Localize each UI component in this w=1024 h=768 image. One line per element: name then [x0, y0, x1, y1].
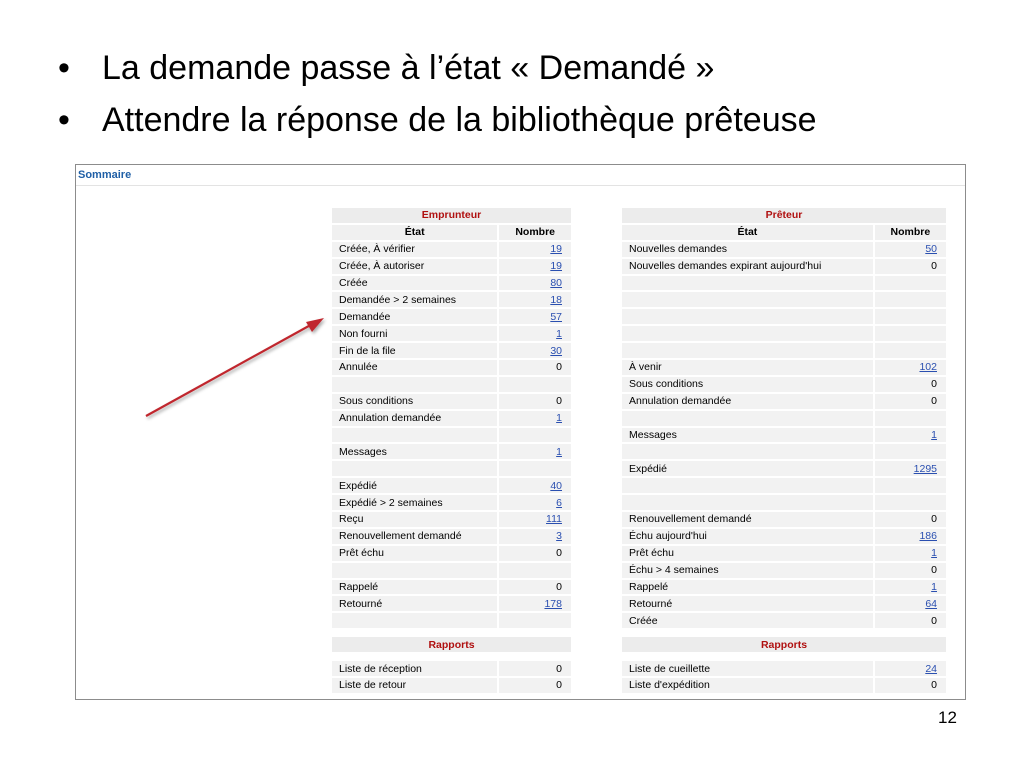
preteur-spacer-row — [622, 630, 946, 635]
count-cell — [499, 512, 571, 527]
emprunteur-rows-row — [332, 259, 571, 274]
count-link[interactable]: 18 — [550, 293, 562, 306]
count-link[interactable]: 1 — [556, 445, 562, 458]
state-label-cell — [622, 326, 873, 341]
reports-title: Rapports — [622, 637, 946, 652]
preteur-rows-row — [622, 259, 946, 274]
state-label-cell: Créée — [332, 276, 497, 291]
emprunteur-reports-title-row — [332, 637, 571, 652]
count-cell — [499, 309, 571, 324]
state-label-cell: Annulation demandée — [622, 394, 873, 409]
state-label-cell: Reçu — [332, 512, 497, 527]
count-cell — [875, 580, 946, 595]
state-label-cell — [622, 292, 873, 307]
count-cell — [499, 326, 571, 341]
emprunteur-rows-row — [332, 444, 571, 459]
count-link[interactable]: 1295 — [913, 462, 937, 475]
col-nombre-header: Nombre — [875, 225, 946, 240]
emprunteur-rows-row — [332, 428, 571, 443]
count-cell — [875, 411, 946, 426]
state-label-cell: Expédié > 2 semaines — [332, 495, 497, 510]
state-label-cell: Liste de réception — [332, 661, 497, 676]
emprunteur-rows-row — [332, 292, 571, 307]
count-cell — [499, 444, 571, 459]
preteur-title-row — [622, 208, 946, 223]
count-cell: 0 — [499, 394, 571, 409]
state-label-cell — [622, 343, 873, 358]
state-label-cell: Retourné — [332, 596, 497, 611]
emprunteur-rows-row — [332, 242, 571, 257]
state-label-cell: Rappelé — [622, 580, 873, 595]
emprunteur-rows-row — [332, 377, 571, 392]
spacer-cell — [332, 654, 571, 659]
preteur-header-row — [622, 225, 946, 240]
emprunteur-rows-row — [332, 411, 571, 426]
state-label-cell: Retourné — [622, 596, 873, 611]
count-link[interactable]: 1 — [556, 327, 562, 340]
preteur-rows-row — [622, 276, 946, 291]
count-cell — [875, 309, 946, 324]
count-link[interactable]: 6 — [556, 496, 562, 509]
emprunteur-rows-row — [332, 580, 571, 595]
state-label-cell: Expédié — [622, 461, 873, 476]
count-cell — [499, 495, 571, 510]
state-label-cell: Créée, À vérifier — [332, 242, 497, 257]
state-label-cell: Rappelé — [332, 580, 497, 595]
count-cell — [499, 596, 571, 611]
state-label-cell — [622, 444, 873, 459]
preteur-rows-row — [622, 242, 946, 257]
count-link[interactable]: 178 — [544, 597, 562, 610]
count-cell — [875, 661, 946, 676]
col-etat-header: État — [332, 225, 497, 240]
state-label-cell — [332, 613, 497, 628]
count-cell — [499, 613, 571, 628]
state-label-cell: Nouvelles demandes — [622, 242, 873, 257]
state-label-cell — [622, 495, 873, 510]
preteur-rows-row — [622, 546, 946, 561]
state-label-cell: Créée — [622, 613, 873, 628]
state-label-cell: Annulation demandée — [332, 411, 497, 426]
state-label-cell: Prêt échu — [622, 546, 873, 561]
state-label-cell: Demandée — [332, 309, 497, 324]
preteur-rows-row — [622, 580, 946, 595]
count-cell — [875, 428, 946, 443]
emprunteur-rows-row — [332, 613, 571, 628]
count-cell — [499, 343, 571, 358]
count-link[interactable]: 1 — [556, 412, 562, 425]
count-cell: 0 — [875, 394, 946, 409]
count-link[interactable]: 40 — [550, 479, 562, 492]
sommaire-header — [76, 165, 965, 186]
preteur-rows-row — [622, 461, 946, 476]
count-cell — [499, 478, 571, 493]
bullet-dot: • — [58, 49, 70, 87]
preteur-rows-row — [622, 428, 946, 443]
count-link[interactable]: 1 — [931, 581, 937, 594]
state-label-cell: Prêt échu — [332, 546, 497, 561]
emprunteur-title-row — [332, 208, 571, 223]
count-cell — [875, 326, 946, 341]
emprunteur-spacer-row — [332, 654, 571, 659]
emprunteur-rows-row — [332, 360, 571, 375]
count-cell — [499, 377, 571, 392]
state-label-cell: Messages — [622, 428, 873, 443]
state-label-cell — [622, 309, 873, 324]
preteur-title: Prêteur — [622, 208, 946, 223]
count-link[interactable]: 24 — [925, 662, 937, 675]
count-cell — [499, 411, 571, 426]
preteur-rows-row — [622, 411, 946, 426]
reports-title: Rapports — [332, 637, 571, 652]
emprunteur-rows-row — [332, 276, 571, 291]
preteur-reports-row — [622, 678, 946, 693]
bullet-text: Attendre la réponse de la bibliothèque prêteuse — [102, 101, 817, 139]
preteur-rows-row — [622, 613, 946, 628]
preteur-rows-row — [622, 394, 946, 409]
preteur-rows-row — [622, 343, 946, 358]
count-cell: 0 — [875, 613, 946, 628]
count-cell — [875, 242, 946, 257]
emprunteur-rows-row — [332, 596, 571, 611]
count-cell — [875, 596, 946, 611]
preteur-spacer-row — [622, 654, 946, 659]
preteur-rows-row — [622, 309, 946, 324]
preteur-table — [620, 206, 948, 695]
state-label-cell: Renouvellement demandé — [622, 512, 873, 527]
preteur-reports-title-row — [622, 637, 946, 652]
emprunteur-header-row — [332, 225, 571, 240]
emprunteur-table — [330, 206, 573, 695]
count-link[interactable]: 19 — [550, 260, 562, 273]
emprunteur-rows-row — [332, 309, 571, 324]
state-label-cell: Liste de retour — [332, 678, 497, 693]
count-link[interactable]: 64 — [925, 597, 937, 610]
count-cell — [875, 478, 946, 493]
state-label-cell: Renouvellement demandé — [332, 529, 497, 544]
state-label-cell: Liste de cueillette — [622, 661, 873, 676]
count-cell — [875, 343, 946, 358]
state-label-cell: Échu > 4 semaines — [622, 563, 873, 578]
count-cell — [499, 242, 571, 257]
preteur-reports-row — [622, 661, 946, 676]
emprunteur-spacer-row — [332, 630, 571, 635]
bullet-dot: • — [58, 101, 70, 139]
preteur-rows-row — [622, 512, 946, 527]
count-cell — [875, 444, 946, 459]
preteur-rows-row — [622, 596, 946, 611]
sommaire-screenshot — [75, 164, 966, 700]
state-label-cell: Sous conditions — [332, 394, 497, 409]
state-label-cell — [622, 478, 873, 493]
preteur-rows-row — [622, 326, 946, 341]
count-cell: 0 — [499, 360, 571, 375]
count-cell: 0 — [499, 546, 571, 561]
count-cell — [499, 259, 571, 274]
preteur-rows-row — [622, 444, 946, 459]
arrow-head — [306, 318, 324, 332]
count-cell — [499, 461, 571, 476]
emprunteur-rows-row — [332, 529, 571, 544]
state-label-cell: Demandée > 2 semaines — [332, 292, 497, 307]
count-cell — [499, 292, 571, 307]
count-link[interactable]: 102 — [919, 361, 937, 374]
count-link[interactable]: 186 — [919, 530, 937, 543]
count-cell — [875, 276, 946, 291]
count-cell: 0 — [499, 580, 571, 595]
count-link[interactable]: 3 — [556, 530, 562, 543]
count-cell — [875, 546, 946, 561]
state-label-cell: Fin de la file — [332, 343, 497, 358]
state-label-cell — [332, 461, 497, 476]
count-cell: 0 — [875, 563, 946, 578]
count-link[interactable]: 1 — [931, 547, 937, 560]
state-label-cell — [332, 428, 497, 443]
state-label-cell: À venir — [622, 360, 873, 375]
emprunteur-rows-row — [332, 512, 571, 527]
count-cell — [875, 529, 946, 544]
state-label-cell — [622, 276, 873, 291]
state-label-cell: Expédié — [332, 478, 497, 493]
count-cell — [499, 563, 571, 578]
count-cell — [875, 461, 946, 476]
arrow-shaft — [146, 322, 316, 416]
col-nombre-header: Nombre — [499, 225, 571, 240]
spacer-cell — [622, 630, 946, 635]
emprunteur-reports-row — [332, 678, 571, 693]
emprunteur-rows-row — [332, 461, 571, 476]
count-cell: 0 — [499, 661, 571, 676]
bullet-item — [58, 94, 817, 146]
state-label-cell — [332, 563, 497, 578]
state-label-cell: Annulée — [332, 360, 497, 375]
emprunteur-rows-row — [332, 478, 571, 493]
preteur-rows-row — [622, 563, 946, 578]
state-label-cell: Nouvelles demandes expirant aujourd'hui — [622, 259, 873, 274]
red-arrow-icon — [140, 312, 330, 424]
preteur-rows-row — [622, 360, 946, 375]
emprunteur-reports-row — [332, 661, 571, 676]
count-link[interactable]: 19 — [550, 243, 562, 256]
spacer-cell — [332, 630, 571, 635]
spacer-cell — [622, 654, 946, 659]
bullet-text: La demande passe à l’état « Demandé » — [102, 49, 715, 87]
slide-number: 12 — [938, 708, 957, 727]
count-cell: 0 — [875, 259, 946, 274]
count-cell: 0 — [875, 678, 946, 693]
col-etat-header: État — [622, 225, 873, 240]
emprunteur-rows-row — [332, 495, 571, 510]
state-label-cell: Sous conditions — [622, 377, 873, 392]
emprunteur-body — [332, 208, 571, 693]
count-link[interactable]: 80 — [550, 277, 562, 289]
state-label-cell — [622, 411, 873, 426]
preteur-rows-row — [622, 478, 946, 493]
count-cell: 0 — [499, 678, 571, 693]
state-label-cell: Non fourni — [332, 326, 497, 341]
count-cell — [499, 276, 571, 291]
bullet-item — [58, 42, 817, 94]
state-label-cell — [332, 377, 497, 392]
count-cell — [875, 360, 946, 375]
count-cell — [499, 529, 571, 544]
emprunteur-rows-row — [332, 343, 571, 358]
count-link[interactable]: 50 — [925, 243, 937, 256]
count-cell — [875, 495, 946, 510]
count-cell — [499, 428, 571, 443]
preteur-rows-row — [622, 292, 946, 307]
state-label-cell: Échu aujourd'hui — [622, 529, 873, 544]
preteur-rows-row — [622, 529, 946, 544]
emprunteur-title: Emprunteur — [332, 208, 571, 223]
bullet-list — [58, 42, 817, 146]
emprunteur-rows-row — [332, 563, 571, 578]
preteur-body — [622, 208, 946, 693]
sommaire-title: Sommaire — [78, 169, 132, 181]
emprunteur-rows-row — [332, 326, 571, 341]
state-label-cell: Créée, À autoriser — [332, 259, 497, 274]
count-link[interactable]: 30 — [550, 344, 562, 357]
count-cell: 0 — [875, 377, 946, 392]
state-label-cell: Messages — [332, 444, 497, 459]
emprunteur-rows-row — [332, 546, 571, 561]
state-label-cell: Liste d'expédition — [622, 678, 873, 693]
count-link[interactable]: 1 — [931, 429, 937, 442]
count-link[interactable]: 57 — [550, 310, 562, 323]
count-link[interactable]: 111 — [546, 513, 562, 526]
preteur-rows-row — [622, 377, 946, 392]
count-cell — [875, 292, 946, 307]
preteur-rows-row — [622, 495, 946, 510]
count-cell: 0 — [875, 512, 946, 527]
emprunteur-rows-row — [332, 394, 571, 409]
